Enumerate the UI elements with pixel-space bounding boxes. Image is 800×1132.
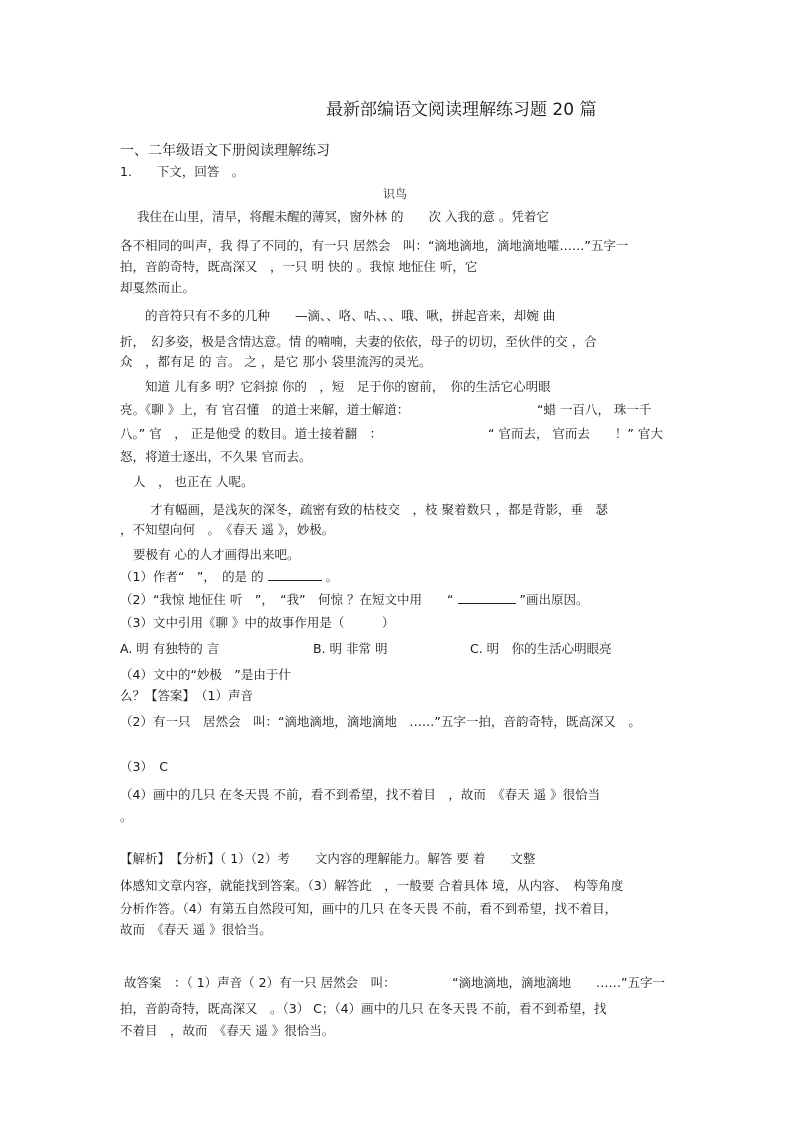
final-answer-line: 不着目 ，故而 《春天 遥 》很恰当。 [120,1023,335,1038]
passage-title: 识鸟 [383,187,408,201]
passage-line: 人 ， 也正在 人呢。 [133,474,254,489]
passage-line: ，不知望向何 。 《春天 遥 》，妙极。 [120,522,335,537]
question-1-end: 。 [325,569,339,584]
passage-line: 亮。《聊 》上，有 官召懂 的道士来解，道士解道： [120,402,410,417]
analysis-line: 分析作答。（4）有第五自然段可知，画中的几只 在冬天畏 不前，看不到希望，找不着目， [120,901,618,916]
page-title: 最新部编语文阅读理解练习题 20 篇 [326,100,597,120]
final-answer-line: 故答案 ：（ 1）声音（ 2）有一只 居然会 叫： [124,975,396,990]
final-answer-line: “滴地滴地，滴地滴地 ……”五字一 [452,975,665,990]
passage-line: 拍，音韵奇特，既高深又 ，一只 明 快的 。我惊 地怔住 听，它 [120,259,478,274]
passage-line: 才有幅画，是浅灰的深冬，疏密有致的枯枝交 ，枝 聚着数只 ，都是背影，垂 瑟 [150,502,608,517]
question-2-end: ”画出原因。 [519,592,589,607]
question-2-text: （2）“我惊 地怔住 听 ”， “我” 何惊 ？在短文中用 “ [120,592,454,607]
passage-line: 众 ，都有足 的 言。 之 ，是它 那小 袋里流泻的灵光。 [120,354,432,369]
passage-line: 却戛然而止。 [120,280,196,295]
answer-4: （4）画中的几只 在冬天畏 不前，看不到希望，找不着目 ，故而 《春天 遥 》很恰当 [120,787,601,802]
question-1 [120,569,338,585]
answer-blank [268,570,322,581]
option-c: C. 明 你的生活心明眼亮 [470,641,612,656]
question-2 [120,592,588,608]
analysis-line: 【解析】 【分析】（ 1）（2）考 文内容的理解能力。解答 要 着 文整 [120,851,536,866]
question-4: （4）文中的“妙极 ”是由于什 [120,667,291,682]
analysis-line: 体感知文章内容，就能找到答案。（3）解答此 ，一般要 合着具体 境，从内容、 构等角度 [120,878,624,893]
question-1-text: （1）作者“ ”， 的是 的 [120,569,264,584]
answer-1: 么？【答案】 （1）声音 [120,688,253,703]
passage-line: 要极有 心的人才画得出来吧。 [133,547,300,562]
answer-4-end: 。 [120,809,133,824]
option-b: B. 明 非常 明 [313,641,388,656]
passage-line: “ 官而去， 官而去 ！” 官大 [488,426,663,441]
answer-2: （2）有一只 居然会 叫：“滴地滴地，滴地滴地 ……”五字一拍，音韵奇特，既高深又 。 [120,714,641,729]
passage-line: 折， 幻多姿，极是含情达意。情 的喃喃，夫妻的依依，母子的切切，至伙伴的交 ，合 [120,334,597,349]
passage-line: 怒，将道士逐出，不久果 官而去。 [120,449,312,464]
question-3: （3）文中引用《聊 》中的故事作用是（ ） [120,615,395,630]
passage-line: “蜡 一百八， 珠一千 [537,402,652,417]
passage-line: 知道 儿有多 明？它斜掠 你的 ，短 足于你的窗前， 你的生活它心明眼 [145,379,551,394]
option-a: A. 明 有独特的 言 [120,641,220,656]
answer-blank [458,593,516,604]
final-answer-line: 拍，音韵奇特，既高深又 。（3） C；（4）画中的几只 在冬天畏 不前，看不到希望，找 [120,1001,607,1016]
passage-line: 我住在山里，清早，将醒未醒的薄冥，窗外林 的 次 入我的意 。凭着它 [137,209,549,224]
question-heading: 1. 下文，回答 。 [120,164,245,179]
analysis-line: 故而 《春天 遥 》很恰当。 [120,922,272,937]
section-heading: 一、二年级语文下册阅读理解练习 [120,143,330,159]
passage-line: 八。” 官 ， 正是他受 的数目。道士接着翻 ： [120,426,383,441]
passage-line: 各不相同的叫声，我 得了不同的，有一只 居然会 叫：“滴地滴地，滴地滴地嚯……”五字一 [120,238,629,253]
passage-line: 的音符只有不多的几种 —滴、、咯、咕、、、哦、啾，拼起音来，却婉 曲 [145,308,556,323]
answer-3: （3） C [120,759,168,774]
